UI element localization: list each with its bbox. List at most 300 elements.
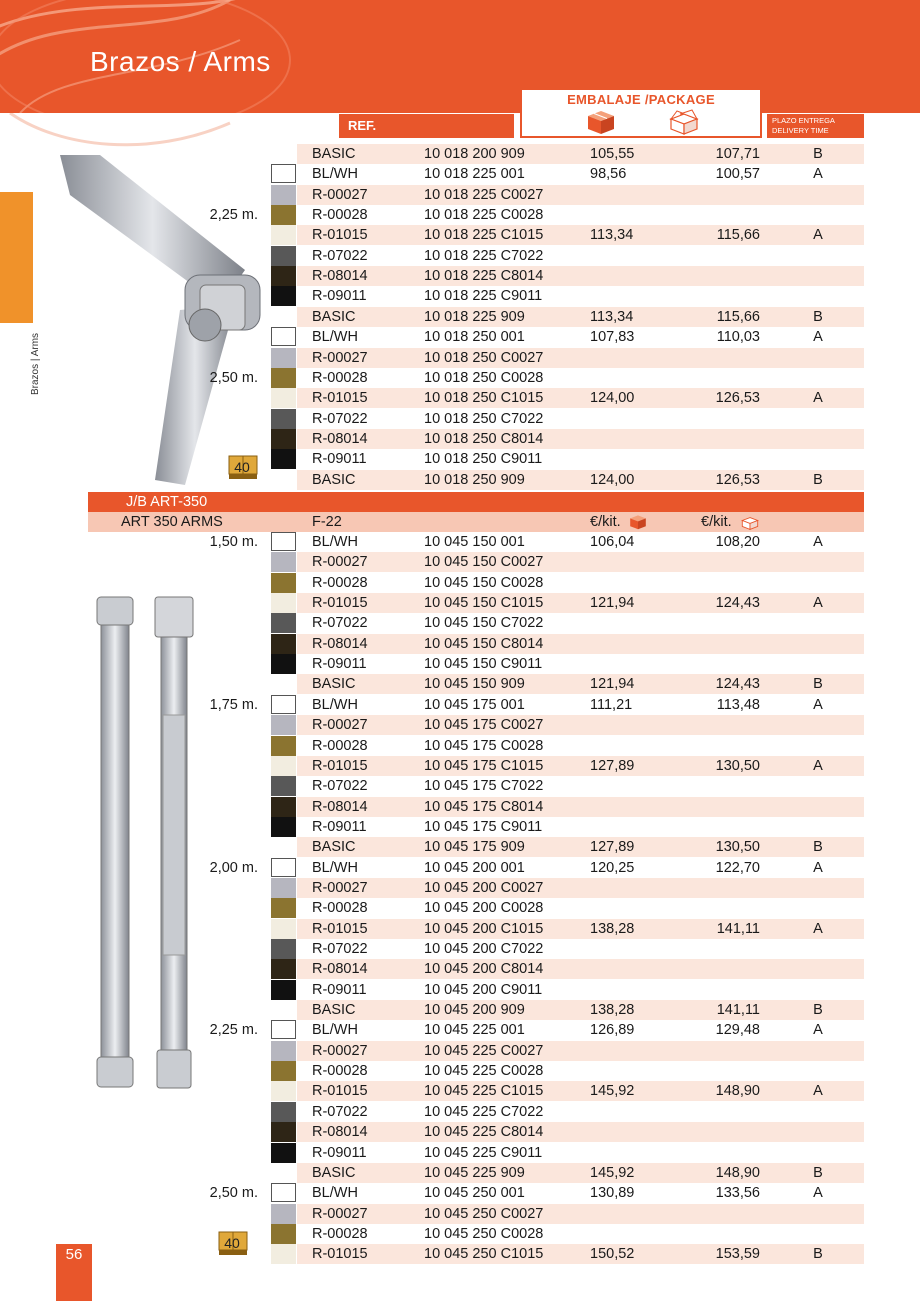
- price-open-box: 148,90: [715, 1083, 760, 1100]
- delivery-time: A: [813, 696, 823, 713]
- color-name: BL/WH: [312, 166, 358, 183]
- reference-code: 10 018 250 C8014: [424, 430, 544, 447]
- delivery-time: B: [813, 1246, 823, 1263]
- package-header: [520, 88, 762, 138]
- row-band: [297, 185, 864, 205]
- price-open-box: 124,43: [715, 676, 760, 693]
- arm-length: 2,50 m.: [209, 1185, 258, 1202]
- table-row: [0, 1061, 920, 1081]
- color-name: R-07022: [312, 778, 368, 795]
- delivery-time: B: [813, 308, 823, 325]
- row-band: [297, 634, 864, 654]
- color-name: R-00028: [312, 900, 368, 917]
- row-band: [297, 1224, 864, 1244]
- color-name: R-09011: [312, 656, 367, 673]
- reference-code: 10 045 200 C7022: [424, 941, 544, 957]
- row-band: [297, 1041, 864, 1061]
- color-swatch: [271, 286, 296, 306]
- table-row: [0, 266, 920, 286]
- delivery-time: A: [813, 227, 823, 244]
- row-band: [297, 959, 864, 979]
- row-band: [297, 286, 864, 306]
- color-swatch: [271, 1020, 296, 1039]
- color-swatch: [271, 634, 296, 654]
- row-band: [297, 225, 864, 245]
- reference-code: 10 018 250 909: [424, 471, 525, 488]
- color-name: R-08014: [312, 961, 368, 978]
- color-swatch: [271, 1122, 296, 1142]
- color-swatch: [271, 552, 296, 572]
- color-swatch: [271, 756, 296, 776]
- table-row: [0, 858, 920, 878]
- closed-box-icon: [629, 514, 647, 530]
- color-name: BASIC: [312, 471, 356, 488]
- color-swatch: [271, 959, 296, 979]
- pallet-quantity: 40: [234, 459, 250, 475]
- package-title: EMBALAJE /PACKAGE: [567, 92, 715, 107]
- reference-code: 10 018 250 001: [424, 329, 525, 346]
- color-swatch: [271, 797, 296, 817]
- color-name: R-09011: [312, 1144, 367, 1161]
- price-closed-box: 98,56: [590, 166, 627, 183]
- reference-code: 10 045 225 C0028: [424, 1063, 544, 1080]
- reference-code: 10 045 175 C8014: [424, 798, 544, 815]
- price-closed-box: 150,52: [590, 1246, 635, 1263]
- delivery-time-header: [767, 114, 864, 138]
- reference-code: 10 018 250 C7022: [424, 410, 544, 427]
- table-row: [0, 919, 920, 939]
- table-row: [0, 205, 920, 225]
- color-swatch: [271, 1061, 296, 1081]
- row-band: [297, 1102, 864, 1122]
- color-name: R-00028: [312, 574, 368, 591]
- table-row: [0, 1183, 920, 1203]
- color-swatch: [271, 205, 296, 225]
- table-row: [0, 225, 920, 245]
- reference-code: 10 045 175 001: [424, 696, 525, 713]
- table-row: [0, 715, 920, 735]
- color-swatch: [271, 613, 296, 633]
- price-closed-box: 138,28: [590, 1002, 635, 1019]
- color-name: BL/WH: [312, 329, 358, 346]
- table-row: [0, 1143, 920, 1163]
- delivery-time: A: [813, 595, 823, 612]
- color-name: R-08014: [312, 798, 368, 815]
- arm-length: 2,50 m.: [209, 369, 258, 386]
- reference-code: 10 045 200 C1015: [424, 920, 544, 937]
- color-name: R-01015: [312, 920, 368, 937]
- row-band: [297, 368, 864, 388]
- row-band: [297, 1244, 864, 1264]
- row-band: [297, 573, 864, 593]
- price-open-box: 100,57: [715, 166, 760, 183]
- delivery-time: A: [813, 534, 823, 550]
- price-closed-box: 106,04: [590, 534, 635, 550]
- ref-column-header: REF.: [339, 114, 514, 138]
- row-band: [297, 307, 864, 327]
- row-band: [297, 388, 864, 408]
- color-swatch: [271, 307, 296, 327]
- arm-length: 2,00 m.: [209, 859, 258, 876]
- price-closed-box: 145,92: [590, 1083, 635, 1100]
- row-band: [297, 164, 864, 184]
- reference-code: 10 045 175 C1015: [424, 757, 544, 774]
- row-band: [297, 898, 864, 918]
- reference-code: 10 045 150 C0027: [424, 554, 544, 571]
- row-band: [297, 613, 864, 633]
- color-swatch: [271, 532, 296, 551]
- color-name: R-00027: [312, 879, 368, 896]
- color-swatch: [271, 1041, 296, 1061]
- color-name: R-00028: [312, 1063, 368, 1080]
- row-band: [297, 470, 864, 490]
- price-open-box: 148,90: [715, 1164, 760, 1181]
- delivery-time: A: [813, 1185, 823, 1202]
- table-row: [0, 736, 920, 756]
- color-name: R-00028: [312, 207, 368, 224]
- color-name: BASIC: [312, 146, 356, 162]
- row-band: [297, 715, 864, 735]
- row-band: [297, 552, 864, 572]
- row-band: [297, 1000, 864, 1020]
- row-band: [297, 348, 864, 368]
- reference-code: 10 045 175 C0027: [424, 717, 544, 734]
- reference-code: 10 045 175 C9011: [424, 818, 543, 835]
- color-name: R-00027: [312, 1042, 368, 1059]
- table-row: [0, 286, 920, 306]
- table-row: [0, 307, 920, 327]
- reference-code: 10 045 225 909: [424, 1164, 525, 1181]
- row-band: [297, 919, 864, 939]
- color-swatch: [271, 898, 296, 918]
- color-swatch: [271, 715, 296, 735]
- color-name: R-00027: [312, 349, 368, 366]
- price-open-box: 141,11: [716, 920, 760, 937]
- color-name: BL/WH: [312, 1185, 358, 1202]
- color-swatch: [271, 429, 296, 449]
- color-name: R-07022: [312, 941, 368, 957]
- color-swatch: [271, 1102, 296, 1122]
- color-swatch: [271, 573, 296, 593]
- price-open-box: 126,53: [715, 471, 760, 488]
- table-row: [0, 388, 920, 408]
- table-row: [0, 1000, 920, 1020]
- arm-length: 1,50 m.: [209, 534, 258, 550]
- color-name: R-07022: [312, 1103, 368, 1120]
- price-per-kit-closed: [590, 512, 647, 532]
- price-closed-box: 138,28: [590, 920, 635, 937]
- arm-length: 2,25 m.: [209, 1022, 258, 1039]
- table-row: [0, 144, 920, 164]
- reference-code: 10 018 225 C1015: [424, 227, 544, 244]
- delivery-time: A: [813, 757, 823, 774]
- color-name: R-09011: [312, 818, 367, 835]
- table-row: [0, 1244, 920, 1264]
- price-open-box: 108,20: [715, 534, 760, 550]
- row-band: [297, 144, 864, 164]
- price-closed-box: 105,55: [590, 146, 635, 162]
- color-swatch: [271, 1244, 296, 1264]
- color-swatch: [271, 348, 296, 368]
- table-row: [0, 449, 920, 469]
- reference-code: 10 045 250 001: [424, 1185, 525, 1202]
- table-row: [0, 878, 920, 898]
- color-name: R-09011: [312, 451, 367, 468]
- color-name: R-01015: [312, 390, 368, 407]
- delivery-time: A: [813, 859, 823, 876]
- reference-code: 10 018 250 C0028: [424, 369, 544, 386]
- color-swatch: [271, 246, 296, 266]
- row-band: [297, 837, 864, 857]
- price-open-box: 113,48: [716, 696, 760, 713]
- row-band: [297, 449, 864, 469]
- row-band: [297, 1122, 864, 1142]
- row-band: [297, 797, 864, 817]
- reference-code: 10 018 225 909: [424, 308, 525, 325]
- row-band: [297, 532, 864, 552]
- table-row: [0, 593, 920, 613]
- color-swatch: [271, 878, 296, 898]
- color-name: R-00027: [312, 186, 368, 203]
- price-open-box: 129,48: [715, 1022, 760, 1039]
- color-swatch: [271, 327, 296, 346]
- row-band: [297, 776, 864, 796]
- reference-code: 10 018 200 909: [424, 146, 525, 162]
- table-row: [0, 552, 920, 572]
- reference-code: 10 045 250 C0028: [424, 1225, 544, 1242]
- table-row: [0, 695, 920, 715]
- color-swatch: [271, 1224, 296, 1244]
- table-row: [0, 532, 920, 552]
- reference-code: 10 018 225 C0027: [424, 186, 544, 203]
- table-row: [0, 939, 920, 959]
- reference-code: 10 045 150 909: [424, 676, 525, 693]
- table-row: [0, 1224, 920, 1244]
- color-swatch: [271, 674, 296, 694]
- table-row: [0, 185, 920, 205]
- delivery-time: B: [813, 471, 823, 488]
- row-band: [297, 1020, 864, 1040]
- table-row: [0, 573, 920, 593]
- price-closed-box: 145,92: [590, 1164, 635, 1181]
- price-unit-label: €/kit.: [701, 514, 732, 530]
- color-swatch: [271, 837, 296, 857]
- color-name: R-00027: [312, 717, 368, 734]
- delivery-time-en: DELIVERY TIME: [772, 126, 829, 135]
- reference-code: 10 045 150 C7022: [424, 615, 544, 632]
- table-row: [0, 980, 920, 1000]
- price-open-box: 115,66: [716, 227, 760, 244]
- delivery-time-es: PLAZO ENTREGA: [772, 116, 835, 125]
- closed-box-icon: [586, 109, 616, 135]
- price-open-box: 130,50: [715, 839, 760, 856]
- row-band: [297, 409, 864, 429]
- row-band: [297, 205, 864, 225]
- price-closed-box: 107,83: [590, 329, 635, 346]
- color-name: R-08014: [312, 430, 368, 447]
- color-name: R-08014: [312, 268, 368, 285]
- color-swatch: [271, 695, 296, 714]
- price-open-box: 110,03: [716, 329, 760, 346]
- row-band: [297, 939, 864, 959]
- table-row: [0, 246, 920, 266]
- reference-code: 10 045 225 C7022: [424, 1103, 544, 1120]
- color-swatch: [271, 1163, 296, 1183]
- pallet-quantity: 40: [224, 1235, 240, 1251]
- row-band: [297, 1143, 864, 1163]
- color-name: R-01015: [312, 1246, 368, 1263]
- reference-code: 10 045 250 C1015: [424, 1246, 544, 1263]
- reference-code: 10 045 225 C8014: [424, 1124, 544, 1141]
- reference-code: 10 018 225 001: [424, 166, 525, 183]
- reference-code: 10 045 175 C7022: [424, 778, 544, 795]
- reference-code: 10 045 200 C8014: [424, 961, 544, 978]
- table-row: [0, 634, 920, 654]
- row-band: [297, 674, 864, 694]
- price-open-box: 115,66: [716, 308, 760, 325]
- color-name: R-08014: [312, 1124, 368, 1141]
- table-row: [0, 817, 920, 837]
- reference-code: 10 045 200 909: [424, 1002, 525, 1019]
- row-band: [297, 1163, 864, 1183]
- price-closed-box: 111,21: [590, 696, 633, 713]
- section-subtitle-bar: [88, 512, 864, 532]
- price-closed-box: 124,00: [590, 390, 635, 407]
- reference-code: 10 018 250 C0027: [424, 349, 544, 366]
- page-header: [0, 0, 920, 113]
- delivery-time: B: [813, 839, 823, 856]
- reference-code: 10 045 150 C0028: [424, 574, 544, 591]
- price-closed-box: 127,89: [590, 839, 635, 856]
- reference-code: 10 045 175 909: [424, 839, 525, 856]
- color-name: R-07022: [312, 247, 368, 264]
- color-swatch: [271, 919, 296, 939]
- row-band: [297, 1183, 864, 1203]
- delivery-time: A: [813, 329, 823, 346]
- price-open-box: 130,50: [715, 757, 760, 774]
- price-open-box: 141,11: [716, 1002, 760, 1019]
- color-name: R-07022: [312, 615, 368, 632]
- table-row: [0, 674, 920, 694]
- price-open-box: 126,53: [715, 390, 760, 407]
- color-swatch: [271, 817, 296, 837]
- reference-code: 10 045 250 C0027: [424, 1205, 544, 1222]
- reference-code: 10 018 225 C7022: [424, 247, 544, 264]
- reference-code: 10 045 150 C8014: [424, 635, 544, 652]
- color-name: BL/WH: [312, 534, 358, 550]
- color-swatch: [271, 368, 296, 388]
- delivery-time: A: [813, 390, 823, 407]
- table-row: [0, 776, 920, 796]
- color-swatch: [271, 1143, 296, 1163]
- arm-length: 1,75 m.: [209, 696, 258, 713]
- table-row: [0, 164, 920, 184]
- table-row: [0, 613, 920, 633]
- reference-code: 10 045 200 001: [424, 859, 525, 876]
- table-row: [0, 429, 920, 449]
- color-swatch: [271, 388, 296, 408]
- page-title: Brazos / Arms: [90, 46, 271, 77]
- delivery-time: B: [813, 1002, 823, 1019]
- reference-code: 10 045 225 C9011: [424, 1144, 543, 1161]
- delivery-time: B: [813, 676, 823, 693]
- table-row: [0, 1163, 920, 1183]
- color-name: BASIC: [312, 839, 356, 856]
- section-subtitle: ART 350 ARMS: [121, 514, 223, 530]
- color-swatch: [271, 470, 296, 490]
- color-name: R-01015: [312, 595, 368, 612]
- row-band: [297, 654, 864, 674]
- price-closed-box: 124,00: [590, 471, 635, 488]
- price-open-box: 153,59: [715, 1246, 760, 1263]
- color-name: BASIC: [312, 1002, 356, 1019]
- color-name: BL/WH: [312, 1022, 358, 1039]
- table-row: [0, 756, 920, 776]
- row-band: [297, 1081, 864, 1101]
- color-swatch: [271, 449, 296, 469]
- color-swatch: [271, 144, 296, 164]
- reference-code: 10 045 150 C1015: [424, 595, 544, 612]
- table-row: [0, 1081, 920, 1101]
- color-swatch: [271, 185, 296, 205]
- color-swatch: [271, 939, 296, 959]
- price-closed-box: 127,89: [590, 757, 635, 774]
- color-swatch: [271, 1183, 296, 1202]
- color-name: R-00027: [312, 554, 368, 571]
- table-row: [0, 1041, 920, 1061]
- color-name: BASIC: [312, 308, 356, 325]
- reference-code: 10 045 200 C0027: [424, 879, 544, 896]
- delivery-time: A: [813, 1022, 823, 1039]
- table-row: [0, 409, 920, 429]
- price-closed-box: 113,34: [590, 227, 634, 244]
- price-open-box: 122,70: [715, 859, 760, 876]
- side-section-label: Brazos | Arms: [30, 332, 41, 395]
- row-band: [297, 756, 864, 776]
- color-name: R-09011: [312, 981, 367, 998]
- color-name: R-09011: [312, 288, 367, 305]
- reference-code: 10 018 225 C8014: [424, 268, 544, 285]
- reference-code: 10 045 225 C0027: [424, 1042, 544, 1059]
- section-title: J/B ART-350: [126, 494, 208, 510]
- reference-code: 10 045 175 C0028: [424, 737, 544, 754]
- table-row: [0, 368, 920, 388]
- table-row: [0, 1020, 920, 1040]
- color-name: BL/WH: [312, 696, 358, 713]
- reference-code: 10 018 225 C9011: [424, 288, 543, 305]
- delivery-time: A: [813, 1083, 823, 1100]
- color-name: R-07022: [312, 410, 368, 427]
- price-closed-box: 121,94: [590, 676, 635, 693]
- table-row: [0, 1122, 920, 1142]
- table-row: [0, 654, 920, 674]
- table-row: [0, 327, 920, 347]
- page-number: 56: [56, 1244, 92, 1301]
- table-row: [0, 1102, 920, 1122]
- row-band: [297, 429, 864, 449]
- color-name: BASIC: [312, 1164, 356, 1181]
- price-unit-label: €/kit.: [590, 514, 621, 530]
- table-row: [0, 1204, 920, 1224]
- color-name: R-00028: [312, 1225, 368, 1242]
- color-swatch: [271, 736, 296, 756]
- color-swatch: [271, 225, 296, 245]
- price-open-box: 107,71: [715, 146, 760, 162]
- price-closed-box: 113,34: [590, 308, 634, 325]
- delivery-time: A: [813, 920, 823, 937]
- row-band: [297, 980, 864, 1000]
- row-band: [297, 817, 864, 837]
